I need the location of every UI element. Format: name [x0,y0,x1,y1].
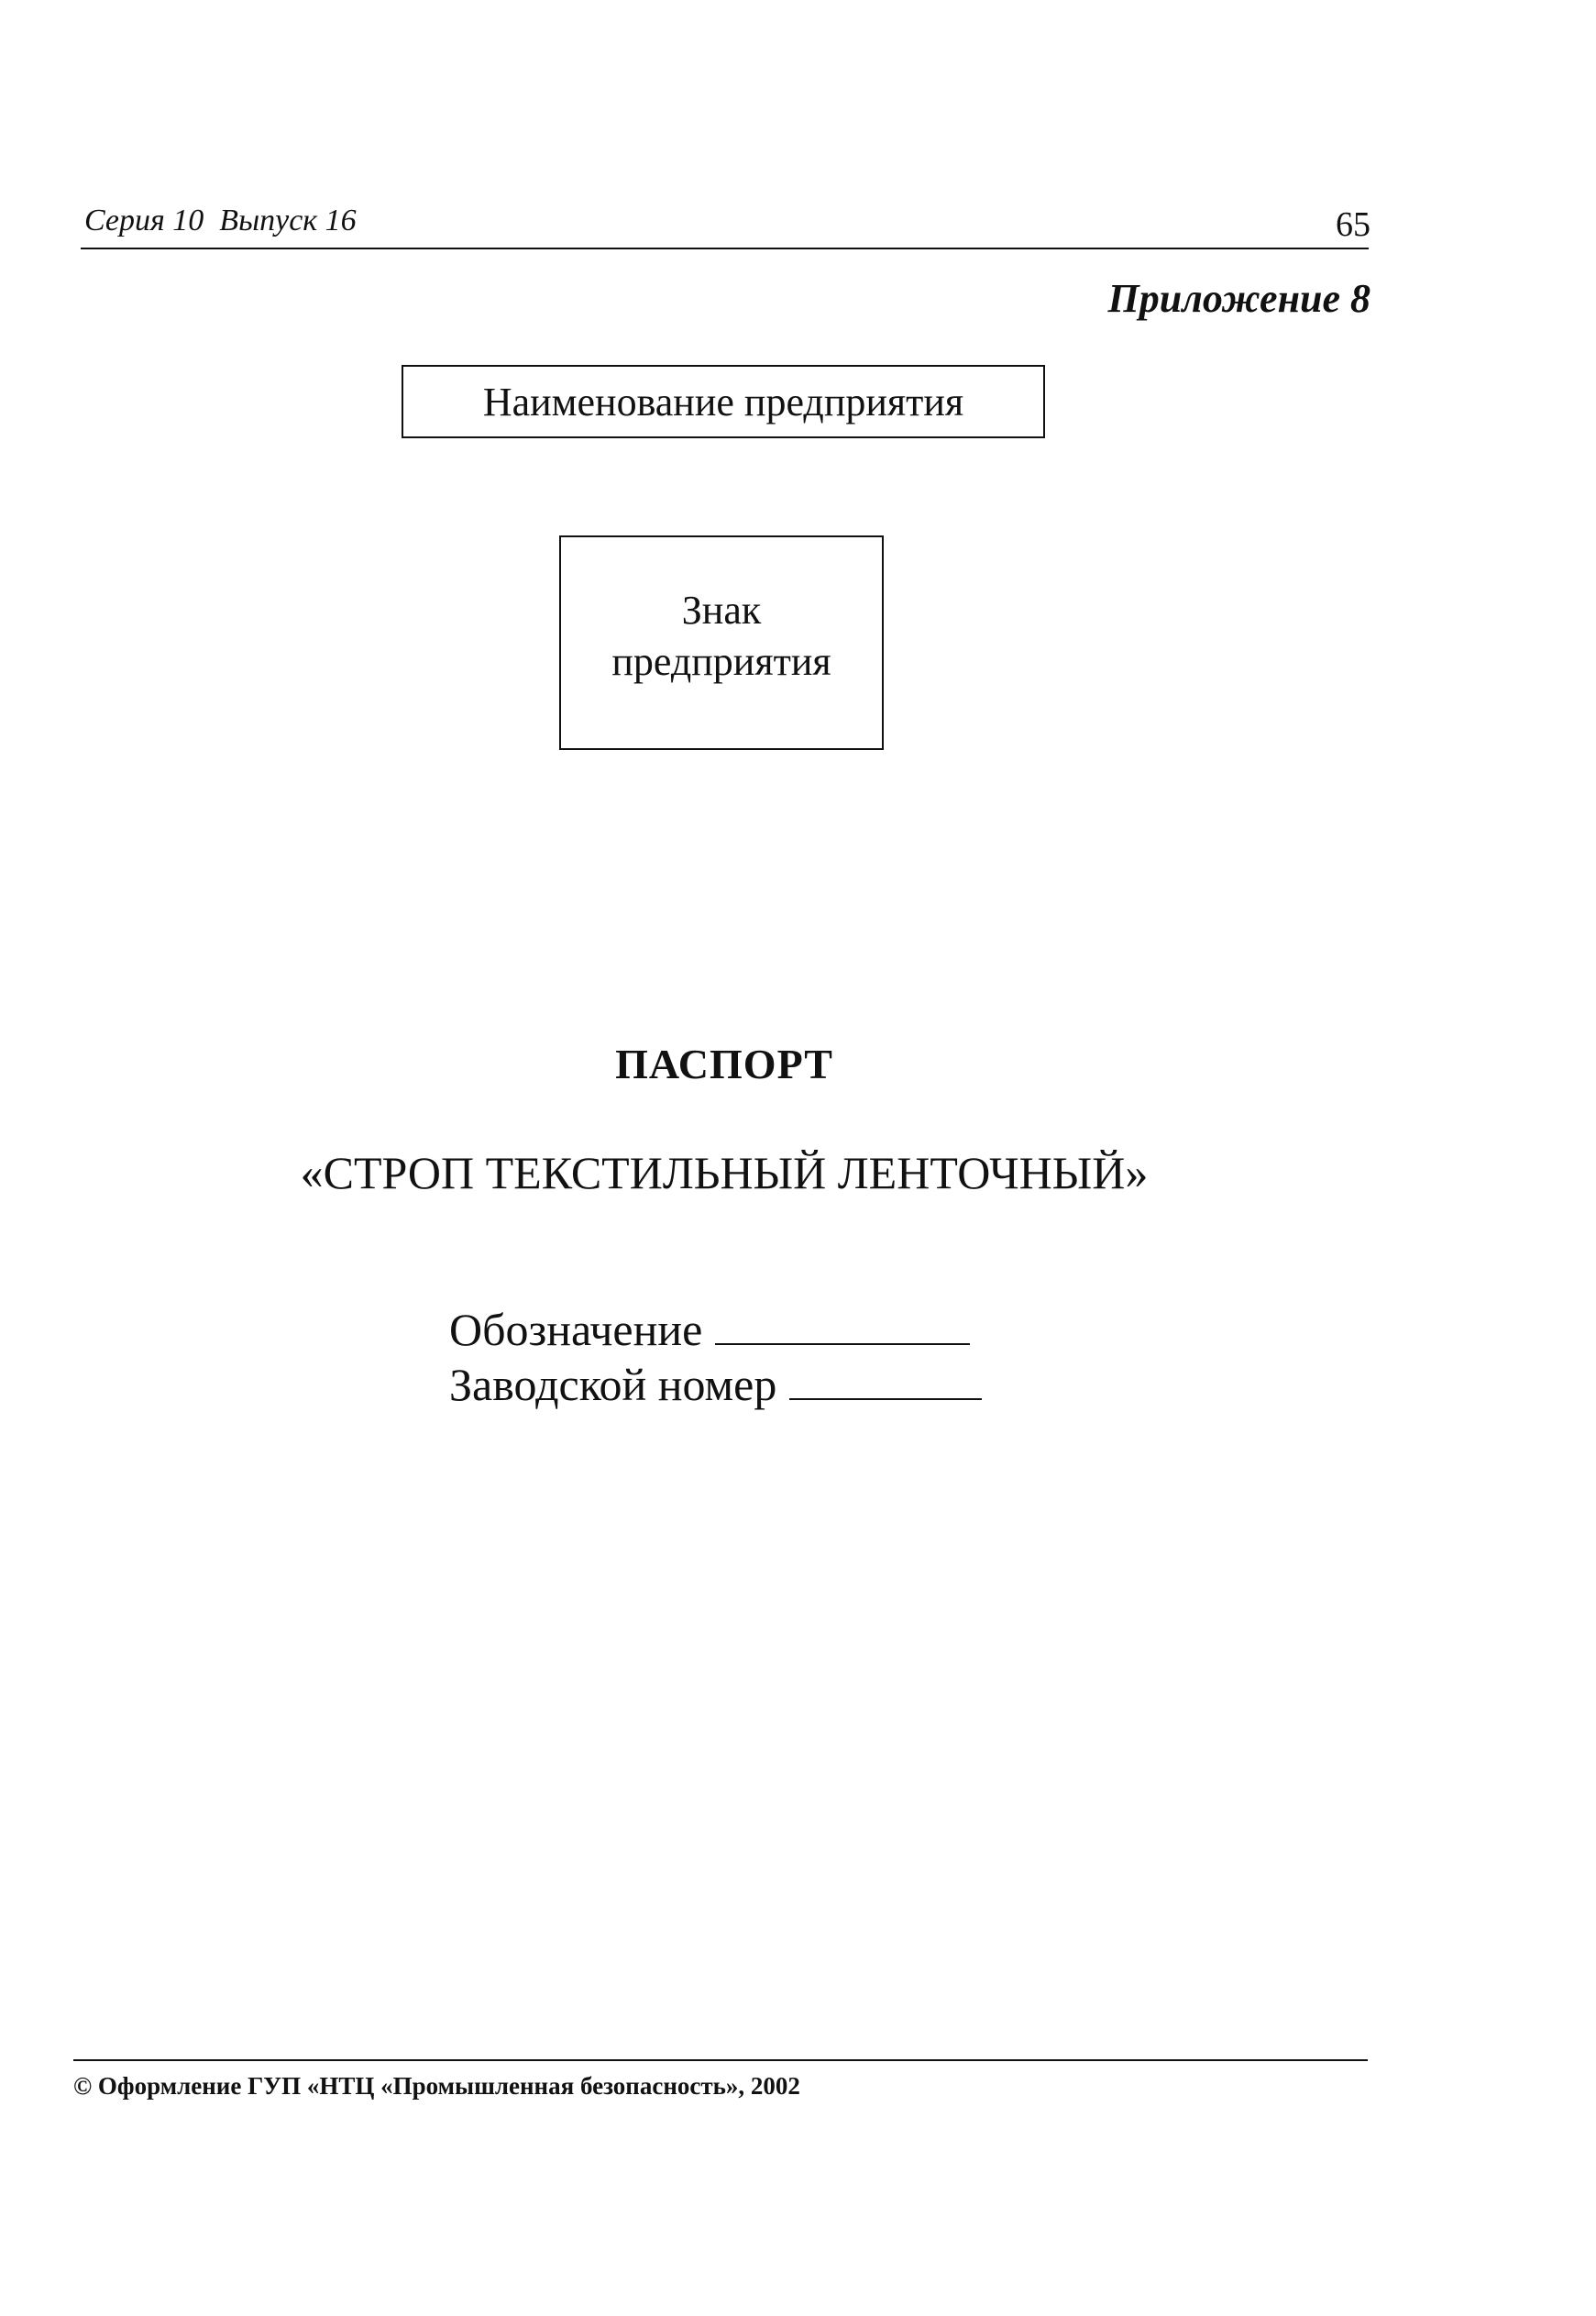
passport-fields [449,1302,982,1412]
header-divider [81,248,1369,249]
logo-box-line-2: предприятия [611,639,831,684]
designation-blank-line [715,1303,970,1345]
company-name-box [402,365,1045,438]
copyright-footer: © Оформление ГУП «НТЦ «Промышленная безопасность», 2002 [73,2072,800,2100]
designation-field [449,1302,982,1357]
serial-number-blank-line [789,1358,982,1400]
designation-label: Обозначение [449,1304,703,1355]
page-number: 65 [1336,205,1370,244]
footer-divider [73,2059,1368,2061]
appendix-label: Приложение 8 [1107,276,1370,321]
company-name-text: Наименование предприятия [482,379,964,425]
document-subtitle: «СТРОП ТЕКСТИЛЬНЫЙ ЛЕНТОЧНЫЙ» [300,1147,1149,1198]
running-header: Серия 10 Выпуск 16 [84,204,357,237]
serial-number-label: Заводской номер [449,1359,777,1410]
serial-number-field [449,1357,982,1412]
logo-box-line-1: Знак [681,588,762,633]
document-title: ПАСПОРТ [615,1041,833,1087]
company-logo-box [559,535,884,750]
